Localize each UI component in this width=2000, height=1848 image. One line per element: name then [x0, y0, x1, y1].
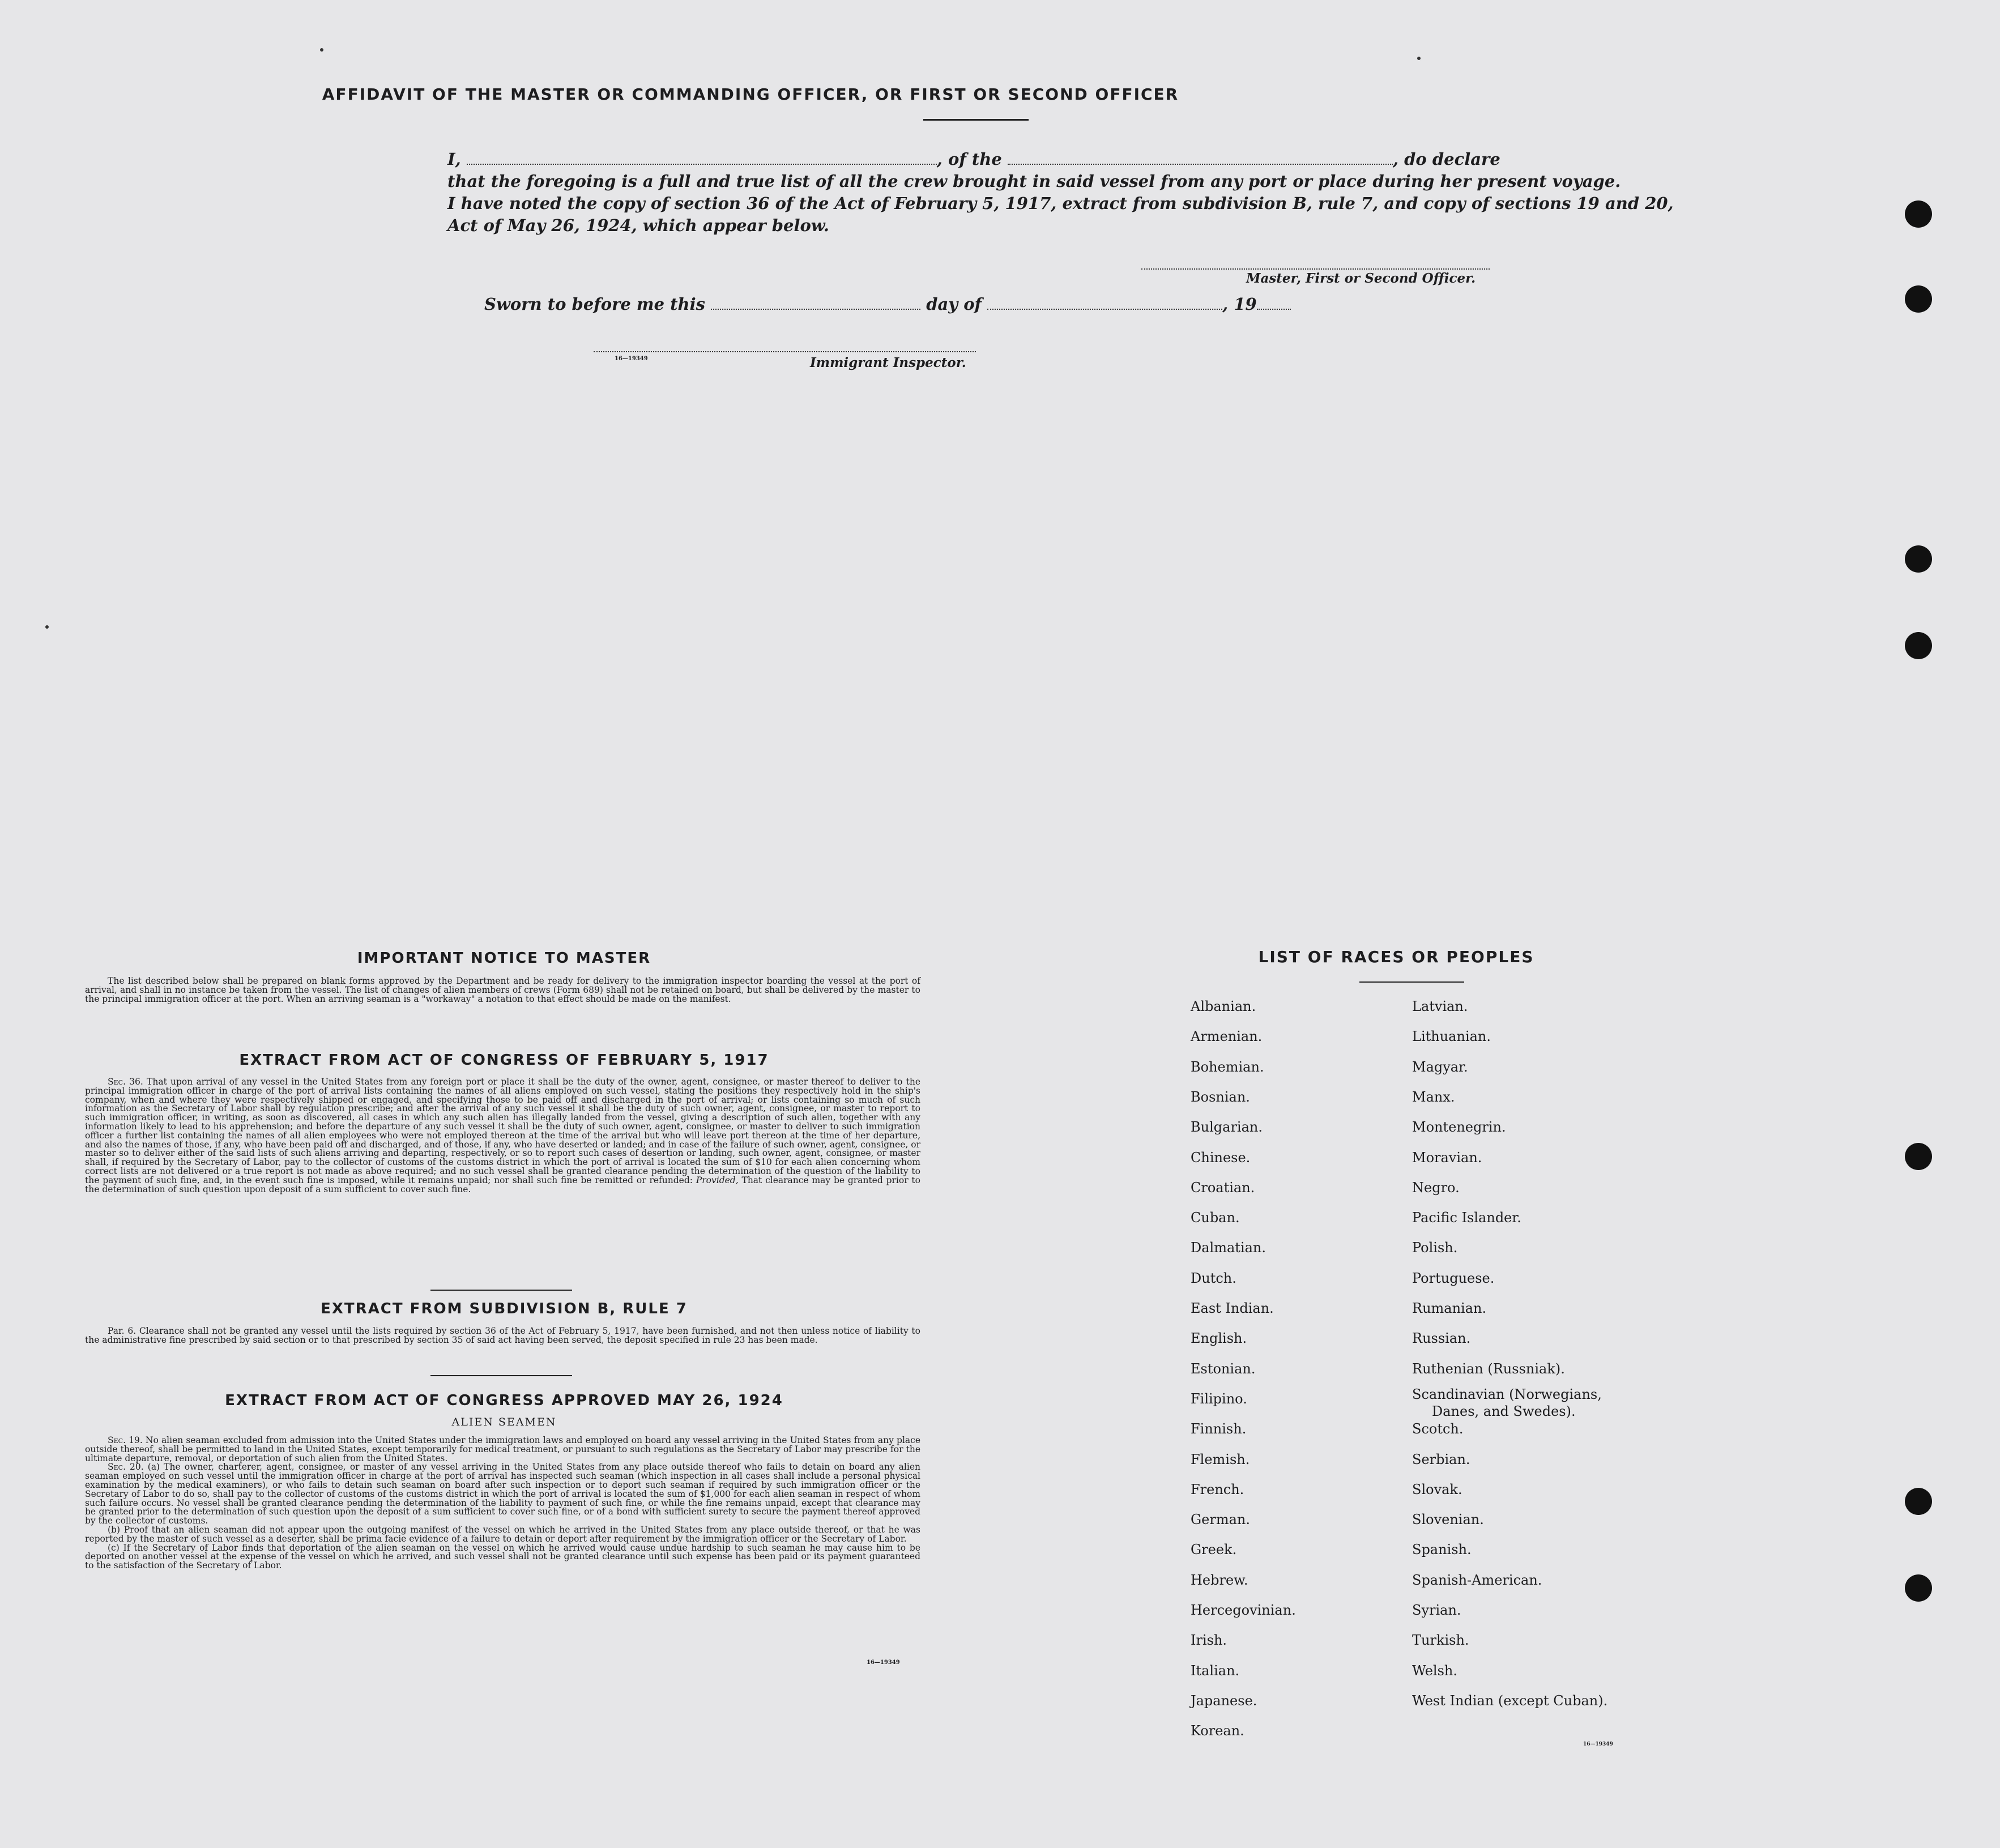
race-item: Hebrew.: [1191, 1572, 1248, 1588]
year-prefix: , 19: [1222, 295, 1257, 314]
section-36-label: Sec. 36.: [108, 1077, 143, 1087]
rule-7-title: EXTRACT FROM SUBDIVISION B, RULE 7: [321, 1300, 688, 1317]
inspector-signature-label: Immigrant Inspector.: [810, 355, 966, 370]
notice-body: The list described below shall be prepared on blank forms approved by the Department and be ready for delivery to the immigration inspector boarding the vessel at the port of arrival, and shall in no instance be taken from the vessel. The list of changes of alien members of crews (Form 689) shall not be retained on board, but shall be delivered by the master to the principal immigration officer at the port. When an arriving seaman is a "workaway" a notation to that effect should be made on the manifest.: [85, 976, 920, 1004]
sworn-line: [484, 295, 1291, 314]
race-item: Irish.: [1191, 1632, 1227, 1648]
race-item: Armenian.: [1191, 1028, 1263, 1044]
race-item: Negro.: [1412, 1180, 1460, 1196]
race-item: Hercegovinian.: [1191, 1602, 1296, 1618]
race-item: Estonian.: [1191, 1361, 1256, 1377]
vessel-blank[interactable]: [1008, 163, 1393, 165]
race-item: Spanish-American.: [1412, 1572, 1542, 1588]
race-item: French.: [1191, 1482, 1244, 1497]
divider-2: [430, 1375, 572, 1376]
race-item: Flemish.: [1191, 1452, 1250, 1467]
affidavit-declaration: [447, 148, 1674, 237]
race-item: Russian.: [1412, 1330, 1471, 1346]
races-form-number: 16—19349: [1583, 1742, 1613, 1747]
section-20a: [85, 1463, 920, 1526]
sworn-year-blank[interactable]: [1257, 308, 1291, 310]
race-item: Italian.: [1191, 1663, 1240, 1679]
affidavit-i: I,: [447, 150, 461, 169]
declaration-line-2: that the foregoing is a full and true list of all the crew brought in said vessel from any port or place during her present voyage.: [447, 172, 1621, 191]
section-36-text: [85, 1078, 920, 1194]
race-item: Scandinavian (Norwegians,: [1412, 1386, 1602, 1402]
extract-1924-title: EXTRACT FROM ACT OF CONGRESS APPROVED MAY 26, 1924: [225, 1392, 783, 1409]
race-item: Bulgarian.: [1191, 1119, 1263, 1135]
notice-form-number: 16—19349: [867, 1659, 900, 1666]
punch-hole: [1905, 1143, 1932, 1170]
alien-seamen-heading: ALIEN SEAMEN: [451, 1416, 557, 1428]
extract-1917-title: EXTRACT FROM ACT OF CONGRESS OF FEBRUARY 5, 1917: [239, 1052, 769, 1069]
section-36-body-end: That clearance may be granted prior to the determination of such question upon deposit of a sum sufficient to cover such fine.: [85, 1175, 920, 1194]
race-item: Filipino.: [1191, 1391, 1247, 1407]
provided-word: Provided,: [696, 1175, 739, 1185]
day-of-label: day of: [926, 295, 982, 314]
race-item: Korean.: [1191, 1723, 1244, 1739]
section-20b: (b) Proof that an alien seaman did not appear upon the outgoing manifest of the vessel on which he arrived in the United States from any place outside thereof, or that he was reported by the master of such vessel as a deserter, shall be prima facie evidence of a failure to detain or deport after requirement by the immigration officer or the Secretary of Labor.: [85, 1524, 920, 1544]
race-item: Slovak.: [1412, 1482, 1462, 1497]
race-item: Albanian.: [1191, 998, 1256, 1014]
races-title: LIST OF RACES OR PEOPLES: [1258, 948, 1534, 966]
section-19-label: Sec. 19.: [108, 1435, 143, 1445]
inspector-signature-line[interactable]: [594, 351, 976, 352]
race-item: Rumanian.: [1412, 1300, 1487, 1316]
race-item: Spanish.: [1412, 1542, 1472, 1557]
section-36-body: That upon arrival of any vessel in the United States from any foreign port or place it shall be the duty of the owner, agent, consignee, or master thereof to deliver to the principal immigration officer in charge of the port of arrival lists containing the names of all aliens employed on such vessel, stating the positions they respectively hold in the ship's company, when and where they were respectively shipped or engaged, and specifying those to be paid off and discharged in the port of arrival; or lists containing so much of such information as the Secretary of Labor shall by regulation prescribe; and after the arrival of any such vessel it shall be the duty of such owner, agent, consignee, or master to report to such immigration officer, in writing, as soon as discovered, all cases in which any such alien has illegally landed from the vessel, giving a description of such alien, together with any information likely to lead to his apprehension; and before the departure of any such vessel it shall be the duty of such owner, agent, consignee, or master to deliver to such immigration officer a further list containing the names of all alien employees who were not employed thereon at the time of the arrival but who will leave port thereon at the time of her departure, and also the names of those, if any, who have been paid off and discharged, and of those, if any, who have deserted or landed; and in case of the failure of such owner, agent, consignee, or master so to deliver either of the said lists of such aliens arriving and departing, respectively, or so to report such cases of desertion or landing, such owner, agent, consignee, or master shall, if required by the Secretary of Labor, pay to the collector of customs of the customs district in which the port of arrival is located the sum of $10 for each alien concerning whom correct lists are not delivered or a true report is not made as above required; and no such vessel shall be granted clearance pending the determination of the question of the liability to the payment of such fine, and, in the event such fine is imposed, while it remains unpaid; nor shall such fine be remitted or refunded:: [85, 1077, 920, 1185]
of-the-label: , of the: [936, 150, 1002, 169]
race-item: Serbian.: [1412, 1452, 1470, 1467]
race-item: English.: [1191, 1330, 1247, 1346]
race-item: German.: [1191, 1512, 1250, 1527]
race-item: Latvian.: [1412, 998, 1468, 1014]
race-item: Dutch.: [1191, 1270, 1236, 1286]
race-item: Turkish.: [1412, 1632, 1469, 1648]
race-item: Welsh.: [1412, 1663, 1457, 1679]
rule-7-body: Par. 6. Clearance shall not be granted any vessel until the lists required by section 36 of the Act of February 5, 1917, have been furnished, and not then unless notice of liability to the administrative fine prescribed by said section or to that prescribed by section 35 of said act having been served, the deposit specified in rule 23 has been made.: [85, 1326, 920, 1345]
punch-hole: [1905, 285, 1932, 313]
race-item: Moravian.: [1412, 1150, 1482, 1166]
race-item: Croatian.: [1191, 1180, 1255, 1196]
race-item: East Indian.: [1191, 1300, 1274, 1316]
punch-hole: [1905, 1574, 1932, 1602]
speck: [320, 48, 323, 52]
title-underline: [923, 119, 1029, 121]
affidavit-form-number: 16—19349: [615, 356, 648, 362]
name-blank[interactable]: [467, 163, 937, 165]
race-item: Pacific Islander.: [1412, 1210, 1521, 1226]
master-signature-label: Master, First or Second Officer.: [1246, 271, 1476, 286]
section-20-label: Sec. 20.: [108, 1462, 144, 1473]
race-item: Manx.: [1412, 1089, 1455, 1105]
speck: [45, 625, 49, 629]
race-item: Polish.: [1412, 1240, 1458, 1256]
declaration-line-3: I have noted the copy of section 36 of the Act of February 5, 1917, extract from subdivision B, rule 7, and copy of sections 19 and 20,: [447, 194, 1674, 213]
race-item: Bosnian.: [1191, 1089, 1250, 1105]
race-item: Portuguese.: [1412, 1270, 1495, 1286]
punch-hole: [1905, 1488, 1932, 1515]
divider-1: [430, 1290, 572, 1291]
sworn-day-blank[interactable]: [711, 308, 920, 310]
races-underline: [1359, 981, 1464, 983]
section-20c: (c) If the Secretary of Labor finds that deportation of the alien seaman on the vessel on which he arrived would cause undue hardship to such seaman he may cause him to be deported on another vessel at the expense of the vessel on which he arrived, and such vessel shall not be granted clearance until such expense has been paid or its payment guaranteed to the satisfaction of the Secretary of Labor.: [85, 1542, 920, 1571]
race-item: Dalmatian.: [1191, 1240, 1266, 1256]
do-declare-label: , do declare: [1392, 150, 1500, 169]
race-item: Japanese.: [1191, 1693, 1257, 1709]
race-item: Greek.: [1191, 1542, 1237, 1557]
speck: [1417, 57, 1421, 60]
section-19-body: No alien seaman excluded from admission into the United States under the immigration laws and employed on board any vessel arriving in the United States from any place outside thereof, shall be permitted to land in the United States, except temporarily for medical treatment, or pursuant to such regulations as the Secretary of Labor may prescribe for the ultimate departure, removal, or deportation of such alien from the United States.: [85, 1435, 920, 1463]
race-item: Finnish.: [1191, 1421, 1247, 1437]
race-item: Lithuanian.: [1412, 1028, 1491, 1044]
race-item: Syrian.: [1412, 1602, 1461, 1618]
race-item: West Indian (except Cuban).: [1412, 1693, 1608, 1709]
affidavit-title: AFFIDAVIT OF THE MASTER OR COMMANDING OFFICER, OR FIRST OR SECOND OFFICER: [322, 85, 1179, 104]
sworn-prefix: Sworn to before me this: [484, 295, 705, 314]
punch-hole: [1905, 632, 1932, 659]
race-item: Danes, and Swedes).: [1432, 1403, 1576, 1419]
race-item: Ruthenian (Russniak).: [1412, 1361, 1565, 1377]
punch-hole: [1905, 200, 1932, 228]
race-item: Bohemian.: [1191, 1059, 1264, 1075]
race-item: Scotch.: [1412, 1421, 1464, 1437]
punch-hole: [1905, 545, 1932, 573]
sections-19-20: [85, 1436, 920, 1570]
race-item: Magyar.: [1412, 1059, 1468, 1075]
declaration-line-4: Act of May 26, 1924, which appear below.: [447, 216, 829, 235]
sworn-month-blank[interactable]: [987, 308, 1222, 310]
master-signature-line[interactable]: [1141, 268, 1490, 270]
race-item: Montenegrin.: [1412, 1119, 1506, 1135]
section-19: [85, 1436, 920, 1463]
race-item: Chinese.: [1191, 1150, 1251, 1166]
notice-title: IMPORTANT NOTICE TO MASTER: [357, 950, 651, 967]
race-item: Cuban.: [1191, 1210, 1240, 1226]
section-20a-body: (a) The owner, charterer, agent, consignee, or master of any vessel arriving in the United States from any place outside thereof who fails to detain on board any alien seaman employed on such vessel until the immigration officer in charge at the port of arrival has inspected such seaman (which inspection in all cases shall include a personal physical examination by the medical examiners), or who fails to detain such seaman on board after such inspection or to deport such seaman if required by such immigration officer or the Secretary of Labor to do so, shall pay to the collector of customs of the customs district in which the port of arrival is located the sum of $1,000 for each alien seaman in respect of whom such failure occurs. No vessel shall be granted clearance pending the determination of the liability to payment of such fine, or while the fine remains unpaid, except that clearance may be granted prior to the determination of such question upon the deposit of a sum sufficient to cover such fine, or of a bond with sufficient surety to secure the payment thereof approved by the collector of customs.: [85, 1462, 920, 1526]
race-item: Slovenian.: [1412, 1512, 1484, 1527]
